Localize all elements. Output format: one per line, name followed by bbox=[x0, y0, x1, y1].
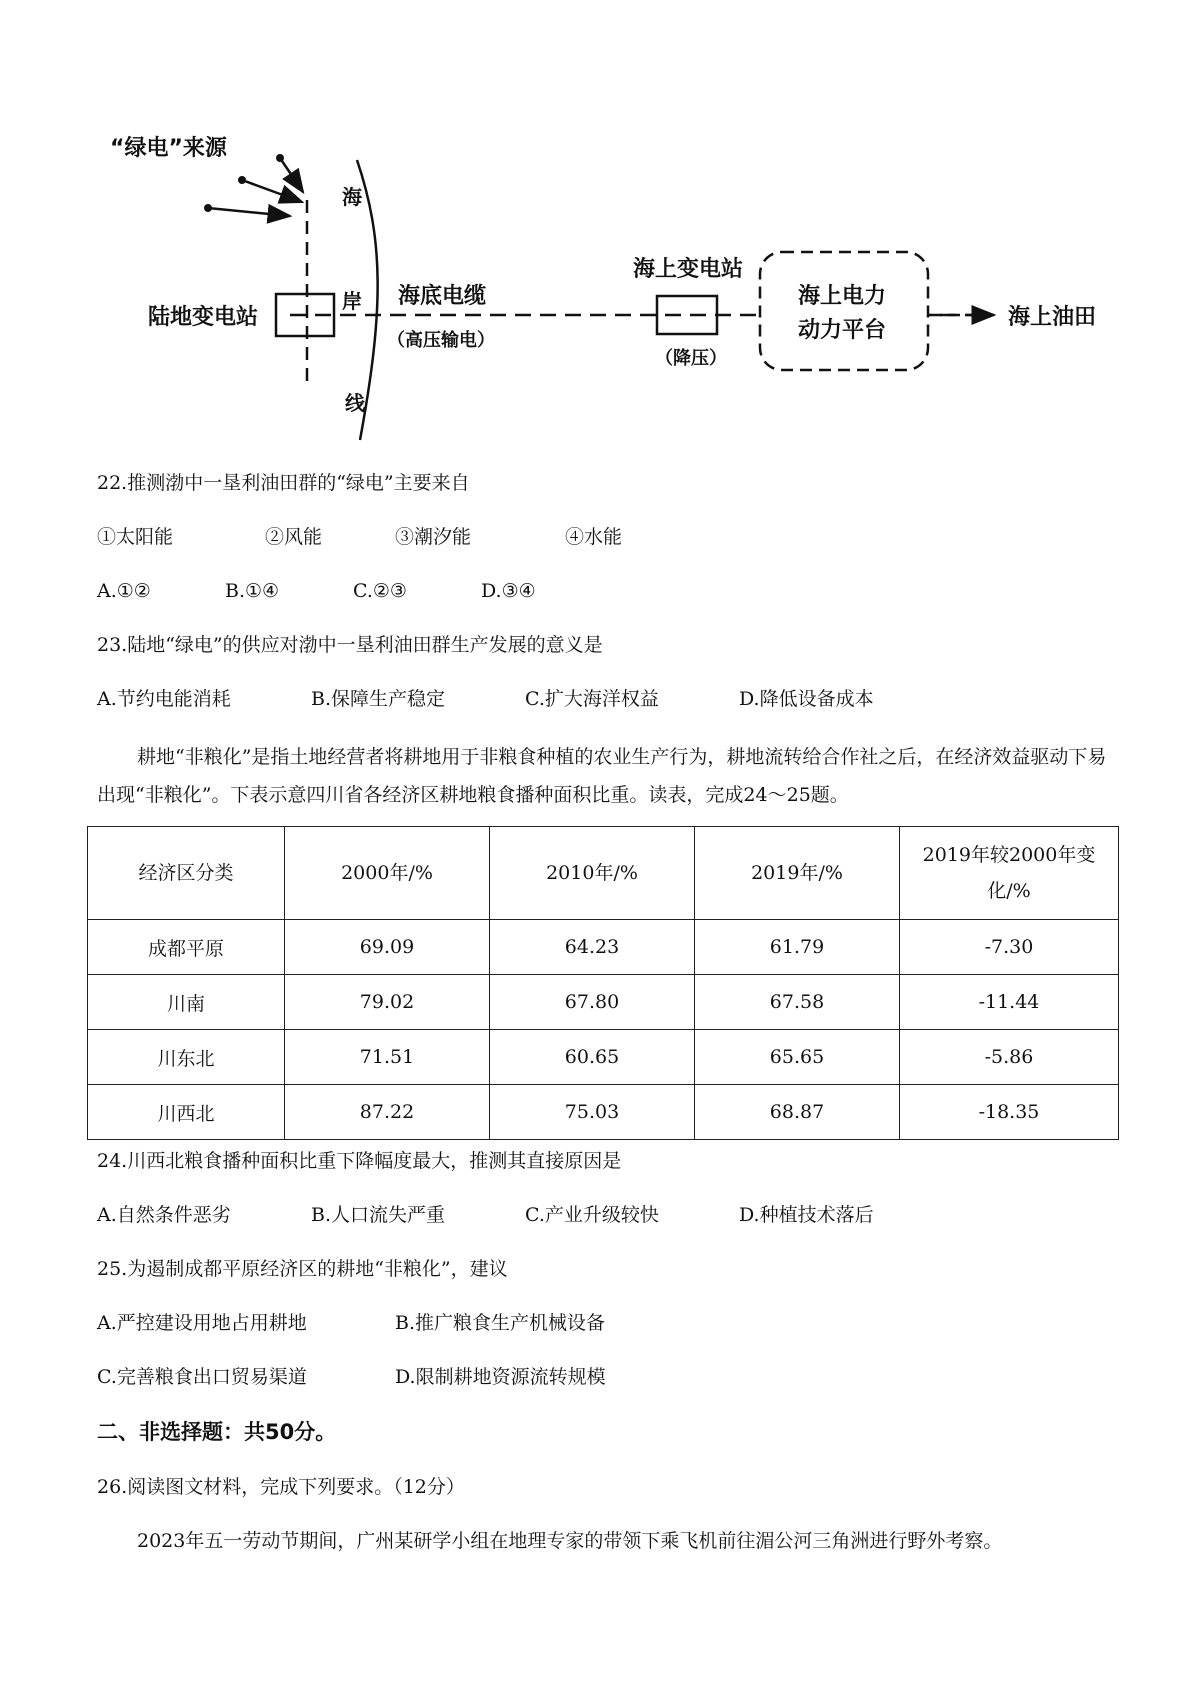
table-cell: 87.22 bbox=[285, 1085, 490, 1140]
coast-char-2: 岸 bbox=[342, 289, 362, 313]
q25-option-c: C.完善粮食出口贸易渠道 bbox=[97, 1366, 307, 1388]
table-row bbox=[88, 1030, 1119, 1085]
q24-option-b: B.人口流失严重 bbox=[311, 1204, 446, 1226]
source-arrow-3 bbox=[208, 208, 290, 216]
q24-stem: 24.川西北粮食播种面积比重下降幅度最大，推测其直接原因是 bbox=[97, 1150, 622, 1172]
submarine-cable-label: 海底电缆 bbox=[398, 284, 487, 309]
q23-option-d: D.降低设备成本 bbox=[739, 688, 874, 710]
q22-item-3: ③潮汐能 bbox=[395, 526, 472, 548]
table-row bbox=[88, 975, 1119, 1030]
source-arrow-2 bbox=[242, 180, 302, 202]
coast-char-1: 海 bbox=[342, 185, 362, 209]
q22-stem: 22.推测渤中一垦利油田群的“绿电”主要来自 bbox=[97, 472, 470, 494]
q22-item-4: ④水能 bbox=[565, 526, 623, 548]
table-cell: 79.02 bbox=[285, 975, 490, 1030]
q25-option-d: D.限制耕地资源流转规模 bbox=[395, 1366, 606, 1388]
offshore-oilfield-label: 海上油田 bbox=[1008, 305, 1097, 330]
grain-area-table bbox=[87, 826, 1119, 1140]
q23-option-b: B.保障生产稳定 bbox=[311, 688, 446, 710]
section-two-heading: 二、非选择题：共50分。 bbox=[97, 1420, 337, 1444]
table-row bbox=[88, 1085, 1119, 1140]
header-change: 2019年较2000年变化/% bbox=[900, 827, 1119, 920]
q22-option-d: D.③④ bbox=[481, 580, 536, 602]
table-row bbox=[88, 920, 1119, 975]
table-cell: 61.79 bbox=[695, 920, 900, 975]
table-cell: -5.86 bbox=[900, 1030, 1119, 1085]
header-2010: 2010年/% bbox=[490, 827, 695, 920]
q22-item-1: ①太阳能 bbox=[97, 526, 174, 548]
header-2019: 2019年/% bbox=[695, 827, 900, 920]
q24-option-d: D.种植技术落后 bbox=[739, 1204, 874, 1226]
table-cell: 67.80 bbox=[490, 975, 695, 1030]
q26-stem: 26.阅读图文材料，完成下列要求。（12分） bbox=[97, 1476, 465, 1498]
q22-option-a: A.①② bbox=[97, 580, 151, 602]
table-cell: 64.23 bbox=[490, 920, 695, 975]
table-cell: 68.87 bbox=[695, 1085, 900, 1140]
header-region: 经济区分类 bbox=[88, 827, 285, 920]
table-header-row bbox=[88, 827, 1119, 920]
q25-options-row2 bbox=[97, 1364, 606, 1391]
table-cell: 65.65 bbox=[695, 1030, 900, 1085]
sea-substation-label: 海上变电站 bbox=[633, 257, 744, 282]
sea-substation-sub: （降压） bbox=[655, 348, 727, 369]
q23-stem: 23.陆地“绿电”的供应对渤中一垦利油田群生产发展的意义是 bbox=[97, 634, 603, 656]
table-cell: 川南 bbox=[88, 975, 285, 1030]
intro-paragraph bbox=[97, 738, 1107, 814]
intro-text: 耕地“非粮化”是指土地经营者将耕地用于非粮食种植的农业生产行为，耕地流转给合作社之后，在经济效益驱动下易出现“非粮化”。下表示意四川省各经济区耕地粮食播种面积比重。读表，完成24～25题。 bbox=[97, 746, 1107, 806]
table-cell: -18.35 bbox=[900, 1085, 1119, 1140]
power-supply-diagram bbox=[0, 0, 1200, 460]
power-platform-label-2: 动力平台 bbox=[798, 318, 887, 343]
table-cell: 成都平原 bbox=[88, 920, 285, 975]
q22-options bbox=[97, 578, 536, 605]
q25-option-a: A.严控建设用地占用耕地 bbox=[97, 1312, 307, 1334]
table-cell: 71.51 bbox=[285, 1030, 490, 1085]
q26-text: 2023年五一劳动节期间，广州某研学小组在地理专家的带领下乘飞机前往湄公河三角洲进行野外考察。 bbox=[137, 1530, 1003, 1552]
q23-option-a: A.节约电能消耗 bbox=[97, 688, 231, 710]
q24-option-c: C.产业升级较快 bbox=[525, 1204, 659, 1226]
q26-paragraph bbox=[97, 1522, 1107, 1560]
q25-options-row1 bbox=[97, 1310, 605, 1337]
table-cell: 川东北 bbox=[88, 1030, 285, 1085]
table-cell: 67.58 bbox=[695, 975, 900, 1030]
q23-option-c: C.扩大海洋权益 bbox=[525, 688, 659, 710]
table-cell: 60.65 bbox=[490, 1030, 695, 1085]
q25-stem: 25.为遏制成都平原经济区的耕地“非粮化”，建议 bbox=[97, 1258, 508, 1280]
table-cell: 川西北 bbox=[88, 1085, 285, 1140]
submarine-cable-sub: （高压输电） bbox=[387, 330, 495, 351]
q22-item-2: ②风能 bbox=[265, 526, 323, 548]
table-cell: -7.30 bbox=[900, 920, 1119, 975]
table-cell: -11.44 bbox=[900, 975, 1119, 1030]
q24-option-a: A.自然条件恶劣 bbox=[97, 1204, 231, 1226]
land-substation-label: 陆地变电站 bbox=[148, 305, 259, 330]
q22-items bbox=[97, 524, 622, 551]
source-arrow-1 bbox=[280, 158, 303, 192]
green-power-source-label: “绿电”来源 bbox=[110, 136, 227, 161]
q23-options bbox=[97, 686, 874, 713]
q24-options bbox=[97, 1202, 874, 1229]
table-cell: 69.09 bbox=[285, 920, 490, 975]
header-2000: 2000年/% bbox=[285, 827, 490, 920]
table-cell: 75.03 bbox=[490, 1085, 695, 1140]
power-platform-box bbox=[760, 252, 928, 370]
q25-option-b: B.推广粮食生产机械设备 bbox=[395, 1312, 606, 1334]
q22-option-b: B.①④ bbox=[225, 580, 280, 602]
power-platform-label-1: 海上电力 bbox=[798, 284, 887, 309]
coast-char-3: 线 bbox=[345, 391, 365, 415]
q22-option-c: C.②③ bbox=[353, 580, 407, 602]
